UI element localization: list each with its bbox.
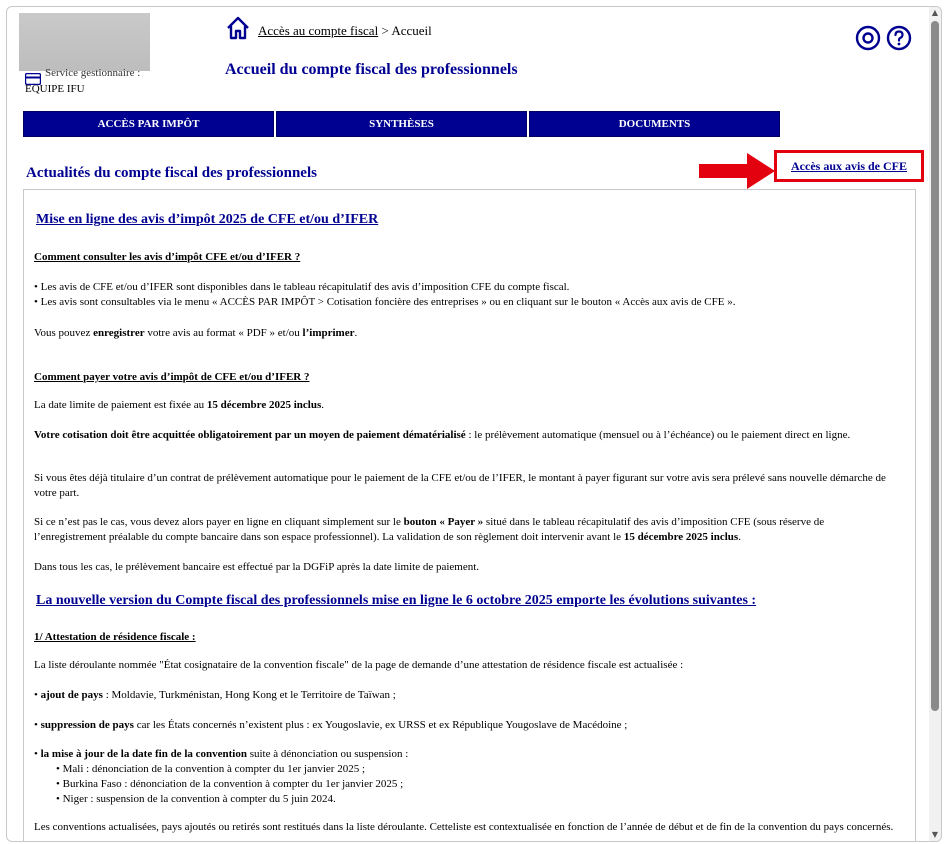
breadcrumb bbox=[258, 23, 432, 39]
question-pay: Comment payer votre avis d’impôt de CFE et/ou d’IFER ? bbox=[34, 371, 310, 383]
main-nav bbox=[23, 111, 783, 137]
update-convention-text: • la mise à jour de la date fin de la convention suite à dénonciation ou suspension : bbox=[34, 748, 409, 760]
save-print-text: Vous pouvez enregistrer votre avis au format « PDF » et/ou l’imprimer. bbox=[34, 327, 358, 339]
online-payment-text: Si ce n’est pas le cas, vous devez alors payer en ligne en cliquant simplement sur le bouton « Payer » situé dans le tableau récapitulatif des avis d’imposition CFE (sous réserve de l’enregistrement préalable du compte bancaire dans son espace professionnel). La validation de son règlement doit intervenir avant le 15 décembre 2025 inclus. bbox=[34, 516, 825, 543]
news-heading-1[interactable]: Mise en ligne des avis d’impôt 2025 de CFE et/ou d’IFER bbox=[36, 212, 379, 227]
news-heading-2[interactable]: La nouvelle version du Compte fiscal des professionnels mise en ligne le 6 octobre 2025 emporte les évolutions suivantes : bbox=[36, 593, 757, 608]
nav-item-syntheses[interactable]: SYNTHÈSES bbox=[276, 111, 527, 137]
list-intro-text: La liste déroulante nommée "État cosignataire de la convention fiscale" de la page de demande d’une attestation de résidence fiscale est actualisée : bbox=[34, 659, 684, 671]
service-label: Service gestionnaire : bbox=[45, 67, 141, 79]
add-countries-text: • ajout de pays : Moldavie, Turkménistan, Hong Kong et le Territoire de Taïwan ; bbox=[34, 689, 396, 701]
scroll-thumb[interactable] bbox=[931, 21, 939, 711]
attestation-heading: 1/ Attestation de résidence fiscale : bbox=[34, 631, 196, 643]
update-item-mali: • Mali : dénonciation de la convention à compter du 1er janvier 2025 ; bbox=[56, 763, 366, 775]
update-item-niger: • Niger : suspension de la convention à compter du 5 juin 2024. bbox=[56, 793, 336, 805]
cfe-link[interactable]: Accès aux avis de CFE bbox=[791, 158, 907, 173]
page-title: Accueil du compte fiscal des professionnels bbox=[225, 61, 518, 78]
home-icon[interactable] bbox=[225, 15, 251, 41]
red-arrow-icon bbox=[699, 151, 777, 191]
contract-text: Si vous êtes déjà titulaire d’un contrat de prélèvement automatique pour le paiement de la CFE et/ou de l’IFER, le montant à payer figurant sur votre avis sera prélevé sans nouvelle démarche de votre part. bbox=[34, 472, 886, 499]
scrollbar[interactable] bbox=[929, 7, 941, 841]
eye-icon[interactable] bbox=[855, 25, 881, 51]
nav-item-acces-par-impot[interactable]: ACCÈS PAR IMPÔT bbox=[23, 111, 274, 137]
update-item-burkina: • Burkina Faso : dénonciation de la convention à compter du 1er janvier 2025 ; bbox=[56, 778, 404, 790]
consult-line-2: • Les avis sont consultables via le menu « ACCÈS PAR IMPÔT > Cotisation foncière des entreprises » ou en cliquant sur le bouton « Accès aux avis de CFE ». bbox=[34, 296, 736, 308]
final-text: Les conventions actualisées, pays ajoutés ou retirés sont restitués dans la liste déroulante. Cetteliste est contextualisée en fonction de l’année de début et de fin de la convention du pays concernés. bbox=[34, 821, 894, 833]
section-title: Actualités du compte fiscal des professionnels bbox=[26, 165, 317, 181]
nav-item-documents[interactable]: DOCUMENTS bbox=[529, 111, 780, 137]
scroll-up-icon[interactable]: ▲ bbox=[931, 8, 939, 17]
top-icons bbox=[855, 25, 915, 51]
news-panel bbox=[23, 189, 916, 842]
breadcrumb-current: Accueil bbox=[391, 23, 432, 38]
deadline-text: La date limite de paiement est fixée au 15 décembre 2025 inclus. bbox=[34, 399, 324, 411]
service-value: EQUIPE IFU bbox=[25, 83, 85, 95]
question-consult: Comment consulter les avis d’impôt CFE et/ou d’IFER ? bbox=[34, 251, 301, 263]
breadcrumb-link-account[interactable]: Accès au compte fiscal bbox=[258, 23, 379, 38]
cfe-highlight-box bbox=[774, 150, 924, 182]
remove-countries-text: • suppression de pays car les États concernés n’existent plus : ex Yougoslavie, ex URSS et ex République Yougoslave de Macédoine ; bbox=[34, 719, 628, 731]
payment-method-text: Votre cotisation doit être acquittée obligatoirement par un moyen de paiement dématérialisé : le prélèvement automatique (mensuel ou à l’échéance) ou le paiement direct en ligne. bbox=[34, 429, 851, 441]
browser-frame bbox=[6, 6, 942, 842]
help-icon[interactable] bbox=[886, 25, 912, 51]
consult-line-1: • Les avis de CFE et/ou d’IFER sont disponibles dans le tableau récapitulatif des avis d’imposition CFE du compte fiscal. bbox=[34, 281, 570, 293]
breadcrumb-separator: > bbox=[378, 23, 392, 38]
scroll-down-icon[interactable]: ▼ bbox=[931, 830, 939, 839]
dgfip-text: Dans tous les cas, le prélèvement bancaire est effectué par la DGFiP après la date limite de paiement. bbox=[34, 561, 480, 573]
logo-placeholder bbox=[19, 13, 150, 71]
